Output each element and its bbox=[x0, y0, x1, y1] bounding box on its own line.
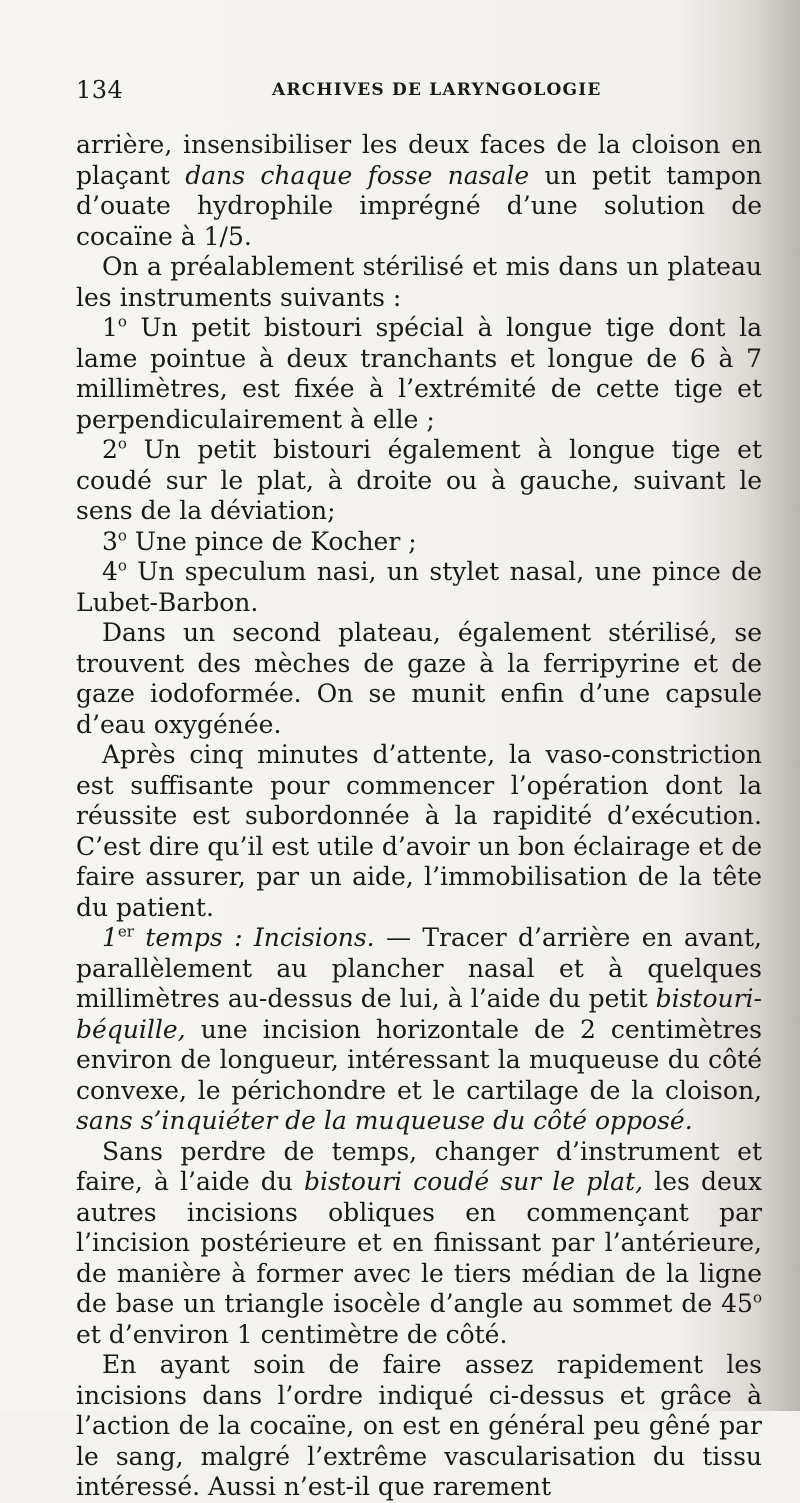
superscript: o bbox=[117, 312, 127, 331]
text-run: Un petit bistouri spécial à longue tige dont la lame pointue à deux tranchants et longue de 6 à 7 millimètres, est fixée à l’extrémité de cette tige et perpendiculairement à elle ; bbox=[76, 313, 762, 434]
paragraph bbox=[76, 923, 762, 1137]
text-run: Un petit bistouri également à longue tige et coudé sur le plat, à droite ou à gauche, suivant le sens de la déviation; bbox=[76, 435, 762, 525]
text-run: et d’environ 1 centimètre de côté. bbox=[76, 1319, 508, 1349]
list-item bbox=[76, 527, 762, 558]
superscript: o bbox=[117, 434, 127, 453]
body-text bbox=[76, 130, 762, 1503]
text-run: 2 bbox=[102, 435, 118, 464]
text-run: Après cinq minutes d’attente, la vaso-constriction est suffisante pour commencer l’opération dont la réussite est subordonnée à la rapidité d’exécution. C’est dire qu’il est utile d’avoir un bon éclairage et de faire assurer, par un aide, l’immobilisation de la tête du patient. bbox=[76, 740, 762, 922]
italic-run: 1 bbox=[102, 923, 118, 952]
text-run: On a préalablement stérilisé et mis dans un plateau les instruments suivants : bbox=[76, 252, 762, 312]
text-run: 3 bbox=[102, 526, 118, 556]
paragraph bbox=[76, 130, 762, 252]
paragraph bbox=[76, 1137, 762, 1351]
text-run: En ayant soin de faire assez rapidement les incisions dans l’ordre indiqué ci-dessus et grâce à l’action de la cocaïne, on est en général peu gêné par le sang, malgré l’extrême vascularisation du tissu intéressé. Aussi n’est-il que rarement bbox=[76, 1350, 762, 1501]
page-number: 134 bbox=[76, 76, 124, 104]
list-item bbox=[76, 313, 762, 435]
superscript: er bbox=[117, 922, 134, 941]
italic-run: bistouri coudé sur le plat, bbox=[304, 1167, 644, 1196]
list-item bbox=[76, 435, 762, 527]
running-head: ARCHIVES DE LARYNGOLOGIE bbox=[272, 80, 602, 100]
text-run: les deux autres incisions obliques en commençant par l’incision postérieure et en finissant par l’antérieure, de manière à former avec le tiers médian de la ligne de base un triangle isocèle d’angle au sommet de 45 bbox=[76, 1167, 762, 1318]
text-run: Une pince de Kocher ; bbox=[126, 526, 417, 556]
superscript: o bbox=[117, 556, 127, 575]
text-run: — Tracer d’arrière en avant, parallèlement au plancher nasal et à quelques millimètres au-dessus de lui, à l’aide du petit bbox=[76, 923, 762, 1013]
text-run: Dans un second plateau, également stérilisé, se trouvent des mèches de gaze à la ferripyrine et de gaze iodoformée. On se munit enfin d’une capsule d’eau oxygénée. bbox=[76, 618, 762, 739]
paragraph bbox=[76, 618, 762, 740]
superscript: o bbox=[752, 1288, 762, 1307]
text-run: un petit tampon d’ouate hydrophile imprégné d’une solution de cocaïne à 1/5. bbox=[76, 160, 763, 251]
text-run: Sans perdre de temps, changer d’instrument et faire, à l’aide du bbox=[76, 1136, 762, 1196]
text-run: arrière, insensibiliser les deux faces de la cloison en plaçant bbox=[76, 130, 762, 190]
paragraph bbox=[76, 252, 762, 313]
text-run: 4 bbox=[102, 557, 118, 586]
italic-run: dans chaque fosse nasale bbox=[185, 160, 530, 190]
superscript: o bbox=[117, 526, 127, 545]
paragraph bbox=[76, 740, 762, 923]
list-item bbox=[76, 557, 762, 618]
text-run: Un speculum nasi, un stylet nasal, une pince de Lubet-Barbon. bbox=[76, 557, 762, 617]
italic-run: bistouri-béquille, bbox=[76, 984, 762, 1044]
paragraph bbox=[76, 1350, 762, 1503]
italic-run: temps : Incisions. bbox=[133, 923, 375, 952]
text-run: 1 bbox=[102, 313, 118, 342]
text-run: une incision horizontale de 2 centimètres environ de longueur, intéressant la muqueuse du côté convexe, le périchondre et le cartilage de la cloison, bbox=[76, 1014, 762, 1105]
italic-run: sans s’inquiéter de la muqueuse du côté opposé. bbox=[76, 1106, 693, 1135]
page-header bbox=[76, 76, 766, 116]
